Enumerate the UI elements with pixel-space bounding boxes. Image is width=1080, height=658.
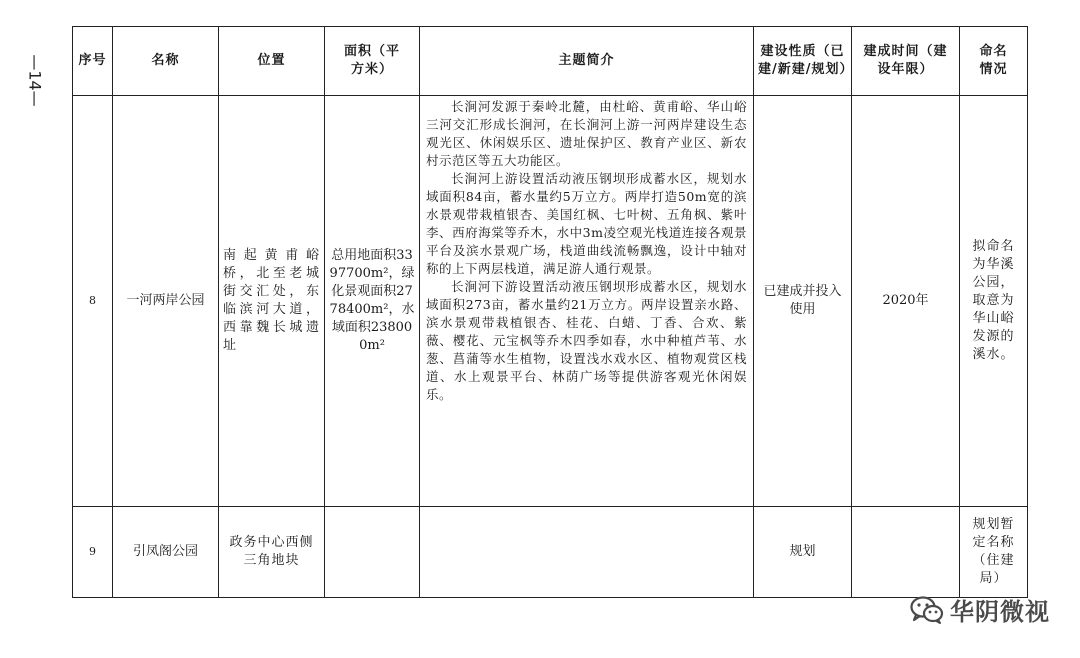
header-construction-type: 建设性质（已建/新建/规划） xyxy=(754,27,852,96)
row-name: 一河两岸公园 xyxy=(113,96,219,507)
row-completion-time xyxy=(852,507,960,598)
header-index: 序号 xyxy=(73,27,113,96)
row-construction-type: 规划 xyxy=(754,507,852,598)
row-completion-time: 2020年 xyxy=(852,96,960,507)
header-area: 面积（平方米） xyxy=(325,27,420,96)
row-location: 南起黄甫峪桥，北至老城街交汇处，东临滨河大道，西靠魏长城遗址 xyxy=(219,96,325,507)
table-row xyxy=(73,96,1028,507)
park-info-table xyxy=(72,26,1028,598)
table-row xyxy=(73,507,1028,598)
row-construction-type: 已建成并投入使用 xyxy=(754,96,852,507)
header-completion-time: 建成时间（建设年限） xyxy=(852,27,960,96)
row-area: 总用地面积3397700m²，绿化景观面积2778400m²，水域面积238000m² xyxy=(325,96,420,507)
table-header-row xyxy=(73,27,1028,96)
intro-paragraph: 长涧河发源于秦岭北麓，由杜峪、黄甫峪、华山峪三河交汇形成长涧河，在长涧河上游一河两岸建设生态观光区、休闲娱乐区、遗址保护区、教育产业区、新农村示范区等五大功能区。 xyxy=(426,99,747,168)
watermark xyxy=(910,592,1050,627)
row-intro xyxy=(420,507,754,598)
header-naming: 命名情况 xyxy=(960,27,1028,96)
row-location: 政务中心西侧三角地块 xyxy=(219,507,325,598)
row-intro xyxy=(420,96,754,507)
wechat-icon xyxy=(910,596,944,624)
row-area xyxy=(325,507,420,598)
row-naming: 拟命名为华溪公园，取意为华山峪发源的溪水。 xyxy=(960,96,1028,507)
watermark-text: 华阴微视 xyxy=(950,598,1050,626)
row-naming: 规划暂定名称（住建局） xyxy=(960,507,1028,598)
header-intro: 主题简介 xyxy=(420,27,754,96)
row-index: 9 xyxy=(73,507,113,598)
row-index: 8 xyxy=(73,96,113,507)
intro-paragraph: 长涧河下游设置活动液压钢坝形成蓄水区，规划水域面积273亩，蓄水量约21万立方。两岸设置亲水路、滨水景观带栽植银杏、桂花、白蜡、丁香、合欢、紫薇、樱花、元宝枫等乔木四季如春，水中种植芦苇、水葱、菖蒲等水生植物，设置浅水戏水区、植物观赏区栈道、水上观景平台、林荫广场等提供游客观光休闲娱乐。 xyxy=(426,279,747,402)
header-name: 名称 xyxy=(113,27,219,96)
row-name: 引凤阁公园 xyxy=(113,507,219,598)
header-location: 位置 xyxy=(219,27,325,96)
page-number: —14— xyxy=(25,53,45,107)
intro-paragraph: 长涧河上游设置活动液压钢坝形成蓄水区，规划水域面积84亩，蓄水量约5万立方。两岸打造50m宽的滨水景观带栽植银杏、美国红枫、七叶树、五角枫、紫叶李、西府海棠等乔木，水中3m凌空观光栈道连接各观景平台及滨水景观广场，栈道曲线流畅飘逸，设计中轴对称的上下两层栈道，满足游人通行观景。 xyxy=(426,171,747,276)
